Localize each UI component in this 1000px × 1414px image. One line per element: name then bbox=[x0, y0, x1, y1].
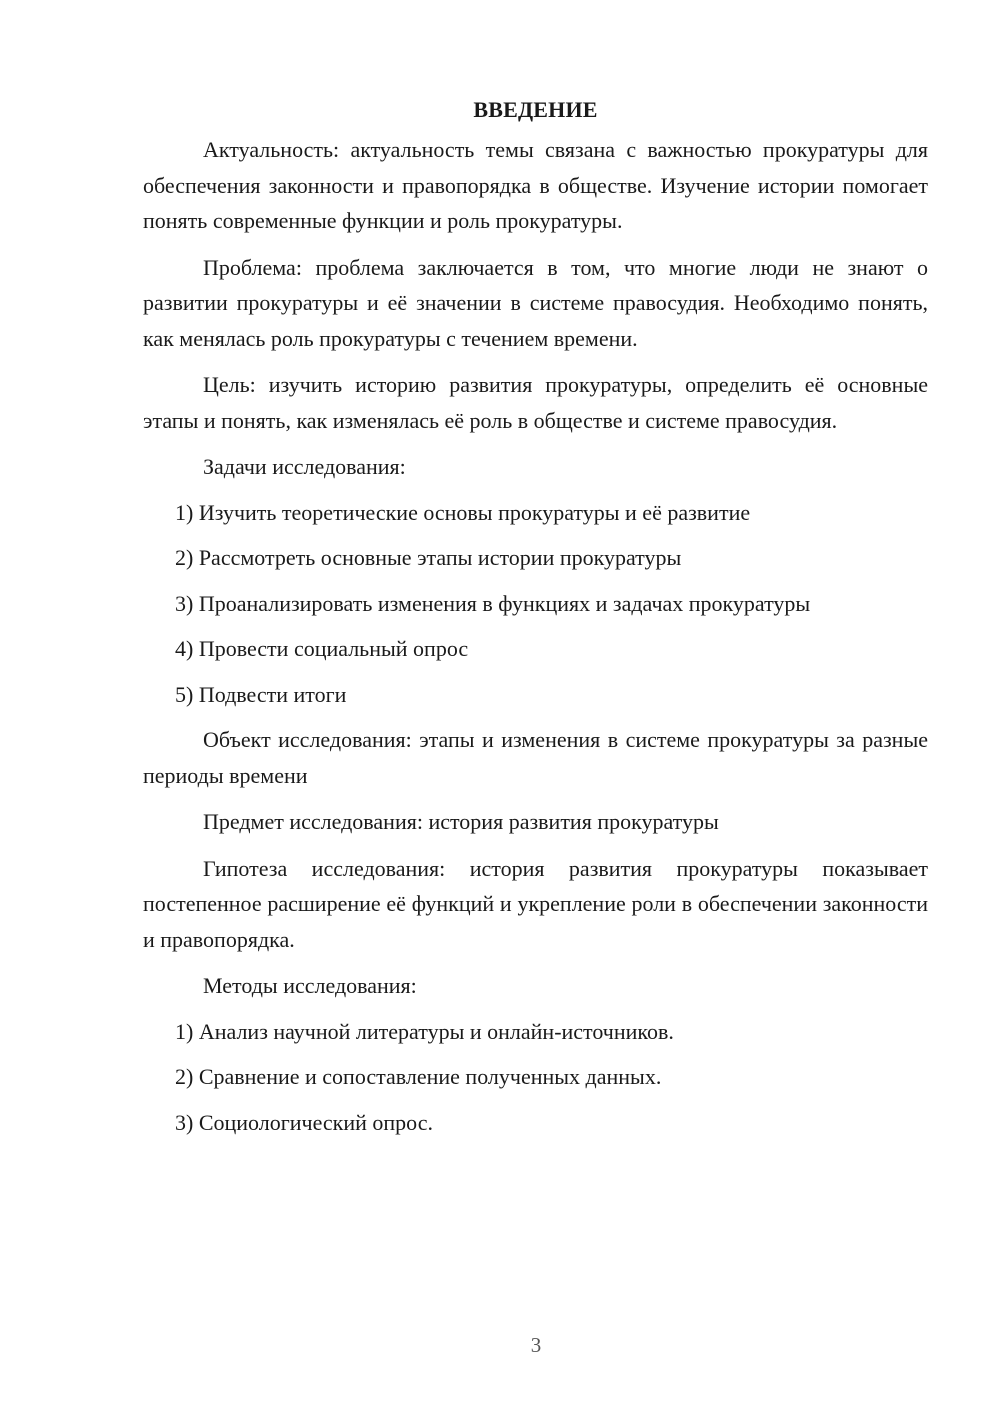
tasks-heading: Задачи исследования: bbox=[203, 454, 406, 479]
paragraph-hypothesis: Гипотеза исследования: история развития прокуратуры показывает постепенное расширение её функций и укрепление роли в обеспечении законности и правопорядка. bbox=[143, 855, 928, 952]
document-body bbox=[143, 92, 928, 1150]
list-item: 1) Анализ научной литературы и онлайн-источников. bbox=[175, 1018, 674, 1044]
list-item: 5) Подвести итоги bbox=[175, 681, 347, 707]
list-item: 4) Провести социальный опрос bbox=[175, 636, 469, 661]
list-item: 2) Сравнение и сопоставление полученных данных. bbox=[175, 1064, 662, 1089]
tasks-list bbox=[143, 495, 928, 713]
methods-list bbox=[143, 1014, 928, 1141]
paragraph-relevance: Актуальность: актуальность темы связана с важностью прокуратуры для обеспечения законности и правопорядка в обществе. Изучение истории помогает понять современные функции и роль прокуратуры. bbox=[143, 137, 928, 233]
page-number: 3 bbox=[530, 1333, 542, 1357]
paragraph-goal: Цель: изучить историю развития прокуратуры, определить её основные этапы и понять, как изменялась её роль в обществе и системе правосудия. bbox=[143, 372, 928, 433]
paragraph-subject: Предмет исследования: история развития прокуратуры bbox=[203, 809, 719, 834]
paragraph-problem: Проблема: проблема заключается в том, что многие люди не знают о развитии прокуратуры и её значении в системе правосудия. Необходимо понять, как менялась роль прокуратуры с течением времени. bbox=[143, 254, 928, 351]
list-item: 2) Рассмотреть основные этапы истории прокуратуры bbox=[175, 545, 682, 570]
paragraph-object: Объект исследования: этапы и изменения в системе прокуратуры за разные периоды времени bbox=[143, 727, 928, 788]
list-item: 3) Проанализировать изменения в функциях и задачах прокуратуры bbox=[175, 590, 811, 616]
list-item: 1) Изучить теоретические основы прокуратуры и её развитие bbox=[175, 499, 751, 525]
page-title: ВВЕДЕНИЕ bbox=[473, 97, 598, 122]
list-item: 3) Социологический опрос. bbox=[175, 1109, 433, 1135]
methods-heading: Методы исследования: bbox=[203, 973, 417, 998]
